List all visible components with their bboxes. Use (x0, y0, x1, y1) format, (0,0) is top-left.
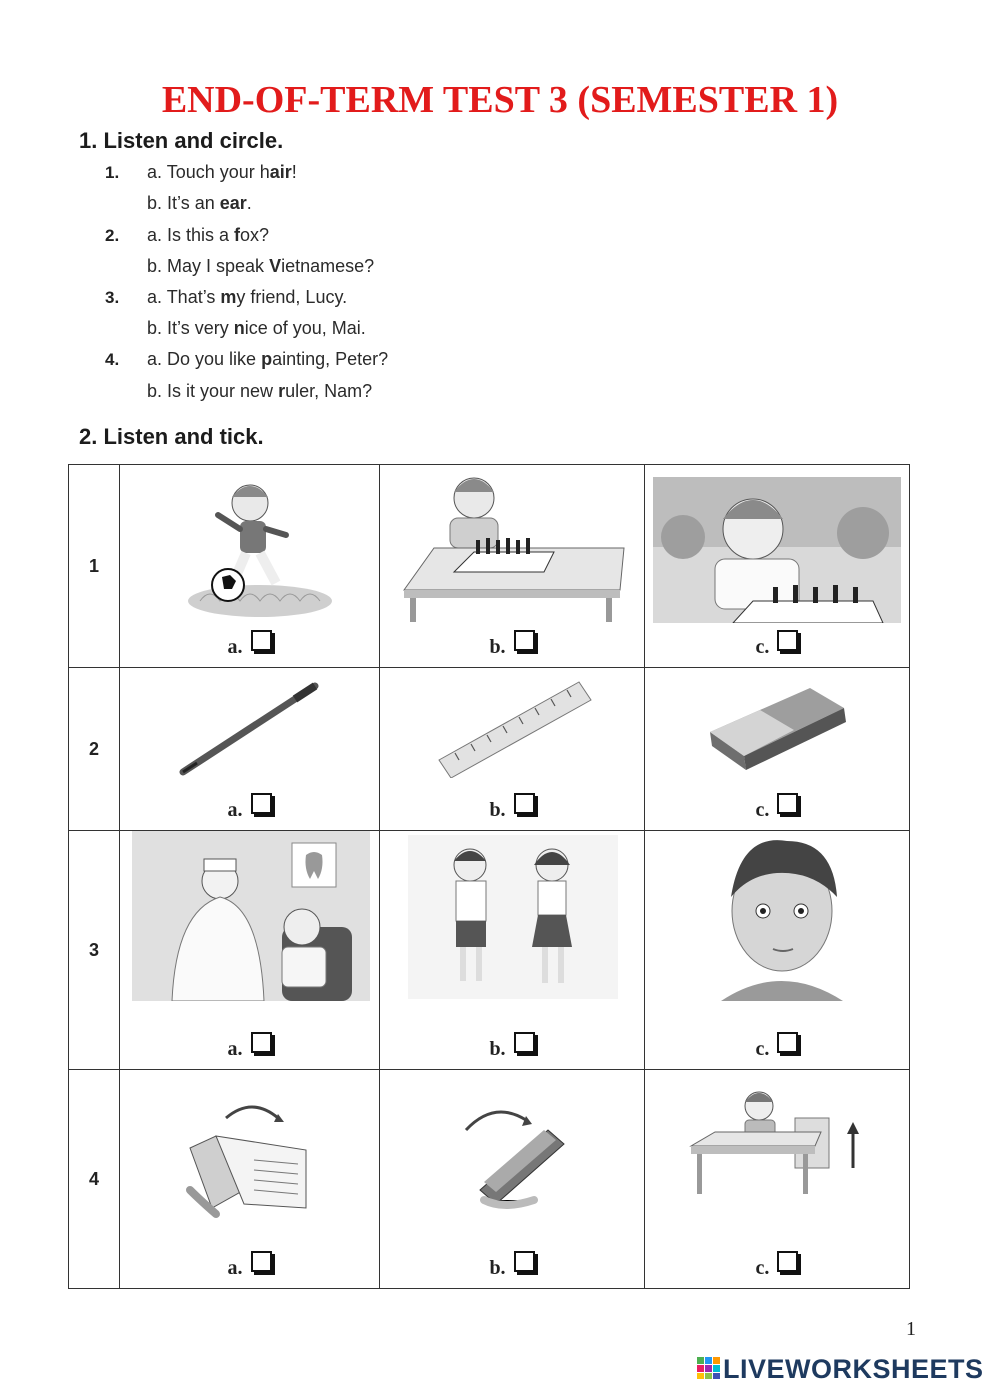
tick-checkbox[interactable] (251, 793, 272, 814)
tick-checkbox[interactable] (251, 630, 272, 651)
open-book-icon (182, 1100, 312, 1220)
option-label: c. (645, 1032, 909, 1061)
option-cell[interactable] (120, 465, 380, 668)
option-cell[interactable] (380, 465, 645, 668)
page-number: 1 (906, 1318, 916, 1340)
section-2-heading: 2. Listen and tick. (79, 424, 264, 449)
option-label: a. (120, 1032, 379, 1061)
option-1b[interactable]: b. It’s an ear. (147, 193, 252, 213)
option-cell[interactable] (380, 831, 645, 1070)
closed-book-icon (460, 1100, 570, 1210)
tick-checkbox[interactable] (777, 630, 798, 651)
tick-checkbox[interactable] (514, 793, 535, 814)
tick-checkbox[interactable] (777, 793, 798, 814)
table-row (69, 668, 910, 831)
liveworksheets-logo-icon (697, 1357, 721, 1379)
tick-checkbox[interactable] (514, 1032, 535, 1053)
option-cell[interactable] (645, 668, 910, 831)
boy-thinking-chess-icon (653, 477, 901, 623)
option-2b[interactable]: b. May I speak Vietnamese? (147, 256, 375, 276)
section-1-heading: 1. Listen and circle. (79, 128, 284, 153)
option-cell[interactable] (120, 668, 380, 831)
option-cell[interactable] (645, 831, 910, 1070)
option-cell[interactable] (380, 668, 645, 831)
option-cell[interactable] (645, 1070, 910, 1289)
table-row (69, 1070, 910, 1289)
option-4a[interactable]: a. Do you like painting, Peter? (147, 349, 389, 369)
question-number: 2. (105, 226, 120, 245)
option-label: c. (645, 793, 909, 822)
option-3a[interactable]: a. That’s my friend, Lucy. (147, 287, 348, 307)
option-cell[interactable] (120, 1070, 380, 1289)
dentist-icon (132, 831, 370, 1001)
option-label: c. (645, 1251, 909, 1280)
row-number: 3 (69, 831, 120, 1070)
option-label: b. (380, 793, 644, 822)
row-number: 4 (69, 1070, 120, 1289)
tick-checkbox[interactable] (251, 1032, 272, 1053)
boy-face-icon (711, 837, 853, 1001)
tick-checkbox[interactable] (251, 1251, 272, 1272)
children-talking-icon (408, 835, 618, 999)
page-title: END-OF-TERM TEST 3 (SEMESTER 1) (161, 79, 839, 121)
option-label: c. (645, 630, 909, 659)
boy-playing-chess-icon (394, 470, 634, 622)
boy-playing-football-icon (180, 473, 340, 623)
tick-checkbox[interactable] (514, 630, 535, 651)
table-row (69, 831, 910, 1070)
option-label: b. (380, 1032, 644, 1061)
eraser-icon (700, 682, 850, 772)
ruler-icon (435, 678, 595, 778)
option-label: a. (120, 630, 379, 659)
boy-standing-up-icon (685, 1088, 865, 1200)
tick-checkbox[interactable] (777, 1251, 798, 1272)
option-2a[interactable]: a. Is this a fox? (147, 225, 270, 245)
question-number: 3. (105, 288, 120, 307)
tick-table (68, 464, 910, 1289)
option-cell[interactable] (380, 1070, 645, 1289)
table-row (69, 465, 910, 668)
tick-checkbox[interactable] (514, 1251, 535, 1272)
pencil-icon (175, 678, 325, 778)
option-label: b. (380, 630, 644, 659)
option-3b[interactable]: b. It’s very nice of you, Mai. (147, 318, 366, 338)
option-1a[interactable]: a. Touch your hair! (147, 162, 297, 182)
question-number: 1. (105, 163, 120, 182)
option-label: a. (120, 793, 379, 822)
tick-checkbox[interactable] (777, 1032, 798, 1053)
option-4b[interactable]: b. Is it your new ruler, Nam? (147, 381, 373, 401)
question-number: 4. (105, 350, 120, 369)
row-number: 2 (69, 668, 120, 831)
row-number: 1 (69, 465, 120, 668)
brand-wordmark[interactable]: LIVEWORKSHEETS (723, 1354, 984, 1384)
option-cell[interactable] (120, 831, 380, 1070)
option-label: a. (120, 1251, 379, 1280)
option-label: b. (380, 1251, 644, 1280)
option-cell[interactable] (645, 465, 910, 668)
